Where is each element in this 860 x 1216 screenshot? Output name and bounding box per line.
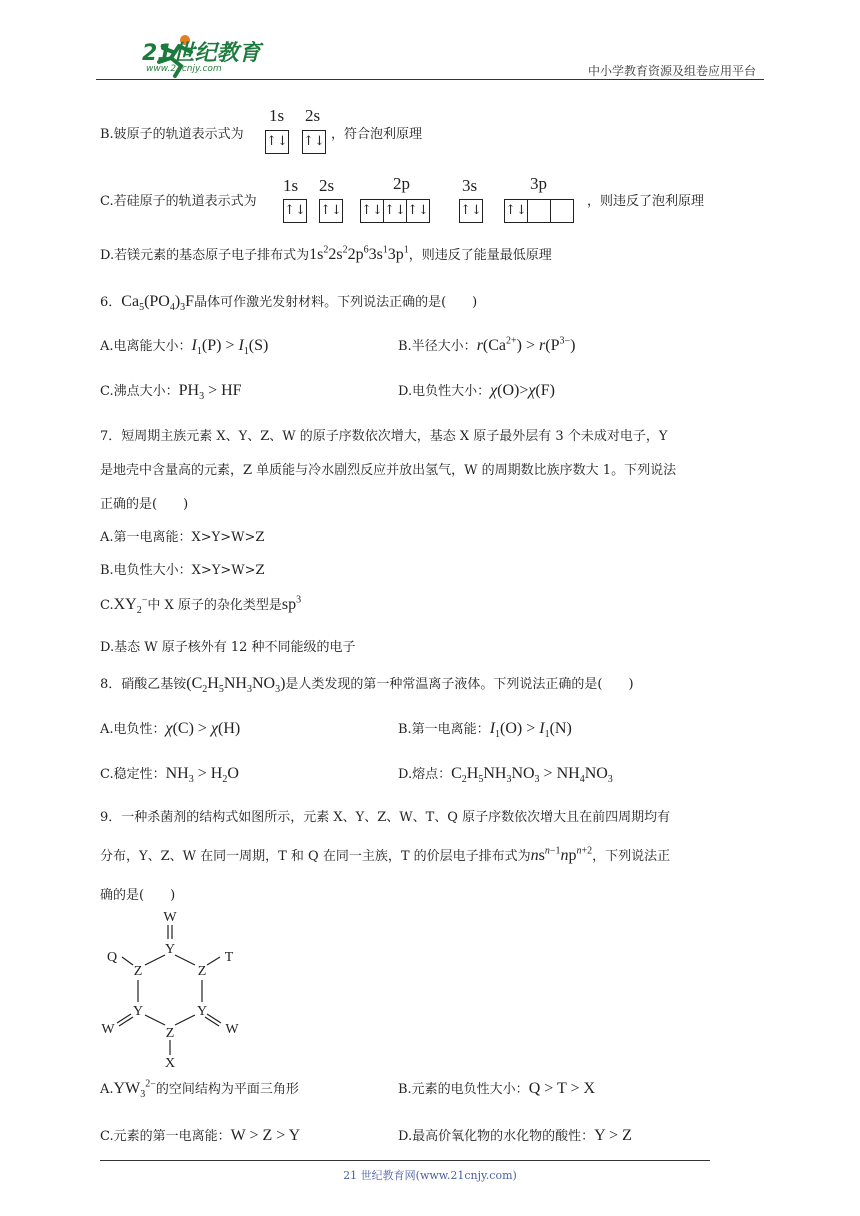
- q6-b-label: B.半径大小：: [398, 339, 477, 354]
- q5-option-d: [100, 244, 552, 264]
- q8-stem: [100, 673, 634, 695]
- q7-c-hybrid: $sp^3$: [281, 594, 302, 613]
- bond: [145, 955, 165, 965]
- be-orbital-1s: ↑↓: [265, 130, 289, 154]
- q8-d-expr: $C_2H_5NH_3NO_3 > NH_4NO_3$: [451, 765, 613, 786]
- q7-c-label: C.: [100, 598, 114, 613]
- bond: [117, 1014, 131, 1023]
- platform-title: 中小学教育资源及组卷应用平台: [587, 64, 756, 78]
- q6-option-d: [398, 380, 555, 400]
- q9-a-label: A.: [100, 1082, 114, 1097]
- si-orbital-2s: ↑↓: [319, 199, 343, 223]
- be-orbital-2s: ↑↓: [302, 130, 326, 154]
- q8-a-expr: χ(C) > χ(H): [165, 720, 241, 737]
- q6-option-a: [100, 335, 268, 357]
- si-orbital-1s: ↑↓: [283, 199, 307, 223]
- q7-line1: 7．短周期主族元素 X、Y、Z、W 的原子序数依次增大，基态 X 原子最外层有 3 个未成对电子，Y: [100, 429, 668, 444]
- si-label-2p: 2p: [393, 174, 410, 193]
- q5-d-suffix: ，则违反了能量最低原理: [408, 248, 552, 263]
- fungicide-structure-diagram: [95, 905, 255, 1070]
- bond: [207, 1014, 221, 1023]
- q9-option-a: [100, 1078, 299, 1100]
- q9-config: $ns^{n-1}np^{n+2}$: [530, 845, 593, 864]
- q8-d-label: D.熔点：: [398, 767, 452, 782]
- q8-option-d: [398, 763, 613, 785]
- q7-option-a: A.第一电离能：X>Y>W>Z: [100, 530, 265, 545]
- q6-option-b: [398, 335, 575, 355]
- atom-w-right: W: [225, 1022, 239, 1037]
- q6-stem: [100, 291, 477, 313]
- q7-option-d: D.基态 W 原子核外有 12 种不同能级的电子: [100, 640, 356, 655]
- q6-c-expr: $PH_3$ > HF: [178, 382, 242, 403]
- q9-option-b: [398, 1078, 595, 1098]
- q9-line2: [100, 845, 670, 865]
- si-orbital-2p: ↑↓ ↑↓ ↑↓: [360, 199, 430, 223]
- si-orbital-3p: ↑↓: [504, 199, 574, 223]
- q9-c-expr: W > Z > Y: [230, 1127, 301, 1144]
- si-label-1s: 1s: [283, 176, 299, 195]
- logo-text: 21世纪教育: [142, 41, 261, 66]
- q9-line3: 确的是( ): [100, 888, 176, 903]
- bond: [175, 1015, 195, 1025]
- q9-d-label: D.最高价氧化物的水化物的酸性：: [398, 1129, 595, 1144]
- atom-y-top: Y: [164, 942, 176, 957]
- bond: [145, 1015, 165, 1025]
- q8-stem-suffix: 是人类发现的第一种常温离子液体。下列说法正确的是( ): [285, 677, 634, 692]
- q5-d-prefix: D.若镁元素的基态原子电子排布式为: [100, 248, 310, 263]
- q6-number: 6．: [100, 295, 122, 310]
- bond: [175, 955, 195, 965]
- q9-a-ion: $YW_3^{2-}$: [113, 1078, 156, 1101]
- q9-a-text: 的空间结构为平面三角形: [155, 1082, 299, 1097]
- mg-config: $1s^22s^22p^63s^13p^1$: [309, 244, 409, 263]
- si-orbital-3s: ↑↓: [459, 199, 483, 223]
- atom-w-top: W: [163, 910, 177, 925]
- q5-b-suffix: ，符合泡利原理: [331, 127, 423, 142]
- q9-option-d: [398, 1125, 632, 1145]
- q9-line1: 9．一种杀菌剂的结构式如图所示，元素 X、Y、Z、W、T、Q 原子序数依次增大且在前四周期均有: [100, 810, 671, 825]
- q8-b-label: B.第一电离能：: [398, 722, 490, 737]
- q8-option-b: [398, 718, 572, 740]
- bond: [205, 1017, 219, 1026]
- si-label-3s: 3s: [462, 176, 478, 195]
- q6-c-label: C.沸点大小：: [100, 384, 179, 399]
- bond: [122, 957, 133, 965]
- q6-stem-text: 晶体可作激光发射材料。下列说法正确的是( ): [194, 295, 478, 310]
- si-label-2s: 2s: [319, 176, 335, 195]
- q9-b-expr: Q > T > X: [528, 1080, 596, 1097]
- q6-d-label: D.电负性大小：: [398, 384, 491, 399]
- q6-d-expr: χ(O)>χ(F): [490, 382, 555, 399]
- q8-c-expr: $NH_3 > H_2O$: [165, 765, 239, 786]
- q8-b-expr: $I_1(O) > I_1(N)$: [489, 720, 572, 741]
- q8-formula: $(C_2H_5NH_3NO_3)$: [186, 675, 286, 696]
- atom-t: T: [224, 950, 234, 965]
- q9-line2-suffix: ，下列说法正: [592, 849, 671, 864]
- bond: [207, 957, 220, 965]
- q6-formula: $Ca_5(PO_4)_3F$: [121, 293, 195, 314]
- q6-a-label: A.电离能大小：: [100, 339, 192, 354]
- q7-line2: 是地壳中含量高的元素，Z 单质能与冷水剧烈反应并放出氢气，W 的周期数比族序数大 1。下列说法: [100, 463, 677, 478]
- atom-w-left: W: [101, 1022, 115, 1037]
- q5-b-prefix: B.铍原子的轨道表示式为: [100, 127, 244, 142]
- q9-d-expr: Y > Z: [594, 1127, 632, 1144]
- q8-a-label: A.电负性：: [100, 722, 166, 737]
- atom-y-left: Y: [132, 1004, 144, 1019]
- atom-z-bottom: Z: [165, 1026, 175, 1041]
- q7-line3: 正确的是( ): [100, 497, 189, 512]
- q7-c-text: 中 X 原子的杂化类型是: [147, 598, 282, 613]
- q8-c-label: C.稳定性：: [100, 767, 166, 782]
- si-label-3p: 3p: [530, 174, 547, 193]
- bond: [119, 1017, 133, 1026]
- atom-x: X: [164, 1056, 176, 1070]
- atom-z-right: Z: [197, 964, 207, 979]
- q8-option-c: [100, 763, 239, 785]
- atom-y-right: Y: [196, 1004, 208, 1019]
- q7-option-b: B.电负性大小：X>Y>W>Z: [100, 563, 265, 578]
- orbital-label-1s: 1s: [269, 106, 285, 125]
- q9-option-c: [100, 1125, 300, 1145]
- header-divider: [96, 79, 764, 80]
- orbital-label-2s: 2s: [305, 106, 321, 125]
- q7-c-ion: $XY_2^-$: [113, 594, 148, 617]
- q8-option-a: [100, 718, 240, 738]
- q7-option-c: [100, 594, 301, 616]
- q5-c-prefix: C.若硅原子的轨道表示式为: [100, 194, 257, 209]
- q8-stem-prefix: 8．硝酸乙基铵: [100, 677, 187, 692]
- q5-option-b: [100, 123, 244, 142]
- q5-c-suffix: ，则违反了泡利原理: [587, 194, 705, 209]
- q6-a-expr: $I_1(P) > I_1(S)$: [191, 337, 269, 358]
- atom-z-left: Z: [133, 964, 143, 979]
- footer-link[interactable]: 21 世纪教育网(www.21cnjy.com): [343, 1169, 517, 1182]
- q9-c-label: C.元素的第一电离能：: [100, 1129, 231, 1144]
- q9-b-label: B.元素的电负性大小：: [398, 1082, 529, 1097]
- logo-url: www.21cnjy.com: [146, 64, 222, 74]
- q6-option-c: [100, 380, 242, 402]
- q9-line2-prefix: 分布，Y、Z、W 在同一周期，T 和 Q 在同一主族，T 的价层电子排布式为: [100, 849, 531, 864]
- atom-q: Q: [106, 950, 118, 965]
- footer-divider: [100, 1160, 710, 1161]
- q6-b-expr: $r(Ca^{2+}) > r(P^{3-})$: [476, 335, 576, 354]
